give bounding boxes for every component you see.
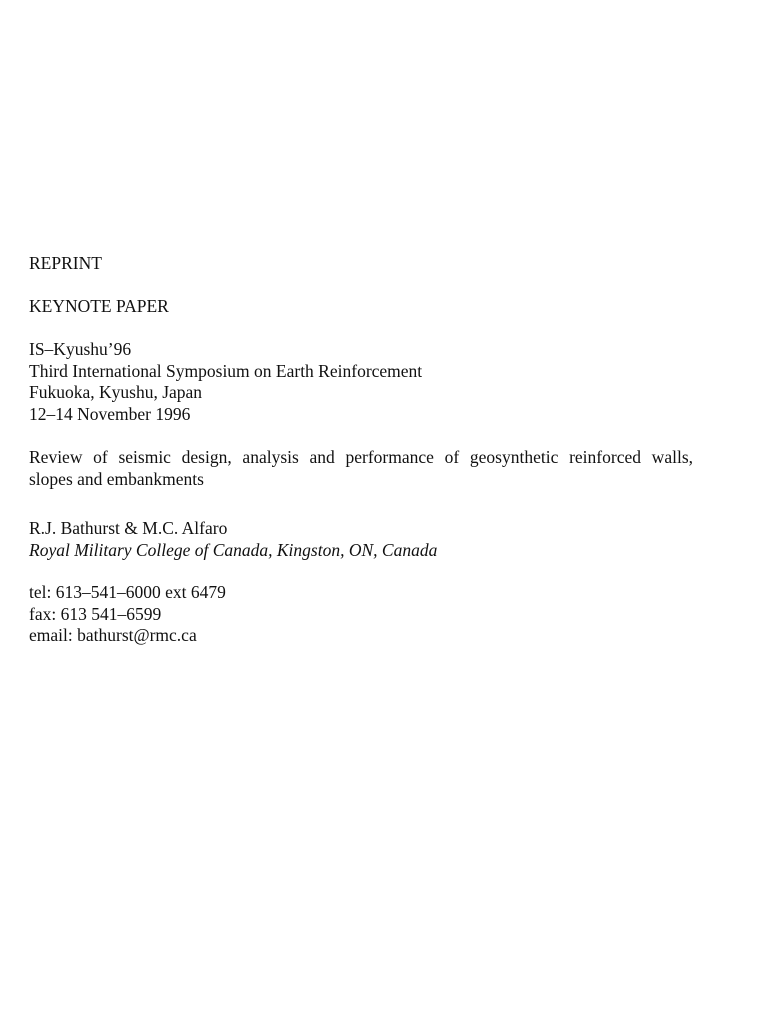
conference-block — [29, 339, 709, 425]
conference-location: Fukuoka, Kyushu, Japan — [29, 382, 203, 402]
reprint-label: REPRINT — [29, 253, 102, 273]
affiliation: Royal Military College of Canada, Kingston, ON, Canada — [29, 539, 438, 560]
contact-email: email: bathurst@rmc.ca — [29, 625, 197, 645]
paper-type: KEYNOTE PAPER — [29, 296, 169, 316]
conference-short-name: IS–Kyushu’96 — [29, 339, 132, 359]
title-block — [29, 447, 709, 490]
paper-type-block — [29, 296, 709, 318]
contact-fax: fax: 613 541–6599 — [29, 603, 162, 624]
paper-title-line-1: Review of seismic design, analysis and performance of geosynthetic reinforced walls, — [29, 447, 693, 467]
authors: R.J. Bathurst & M.C. Alfaro — [29, 518, 228, 538]
contact-block — [29, 582, 709, 647]
conference-full-name: Third International Symposium on Earth Reinforcement — [29, 360, 423, 381]
reprint-label-block — [29, 253, 709, 275]
paper-title-line-2: slopes and embankments — [29, 468, 204, 489]
contact-tel: tel: 613–541–6000 ext 6479 — [29, 582, 226, 602]
conference-dates: 12–14 November 1996 — [29, 403, 191, 424]
author-block — [29, 518, 709, 561]
